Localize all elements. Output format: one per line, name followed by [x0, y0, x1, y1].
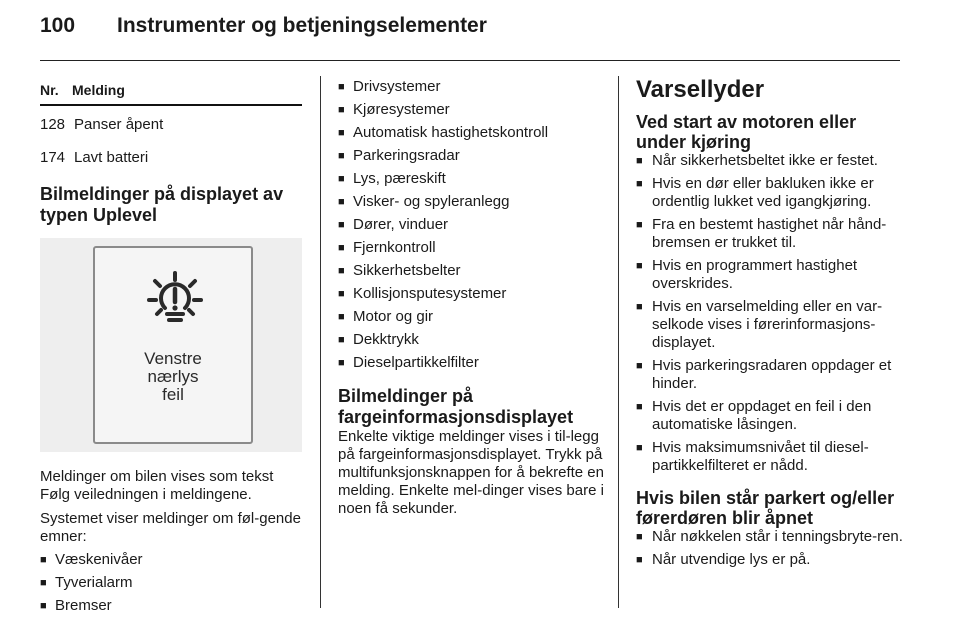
- bullet-list: [338, 78, 608, 372]
- bullet-icon: ■: [636, 360, 643, 372]
- page-number: 100: [40, 14, 76, 37]
- section-heading-uplevel: Bilmeldinger på displayet av typen Uplevel: [40, 184, 284, 225]
- bullet-icon: ■: [636, 260, 643, 272]
- list-item: ■ Dører, vinduer: [338, 216, 449, 233]
- list-item: ■ Hvis maksimumsnivået til diesel-partikkelfilteret er nådd.: [636, 439, 869, 474]
- message-table-header: [40, 76, 302, 106]
- list-item: ■ Lys, pæreskift: [338, 170, 446, 187]
- list-item: ■ Hvis det er oppdaget en feil i den automatiske låsingen.: [636, 398, 872, 433]
- bullet-icon: ■: [636, 554, 643, 566]
- column-divider-1: [320, 76, 321, 608]
- list-item: ■ Når utvendige lys er på.: [636, 551, 811, 568]
- list-item: ■ Kjøresystemer: [338, 101, 450, 118]
- subheading-parked: Hvis bilen står parkert og/eller førerdøren blir åpnet: [636, 488, 895, 528]
- bullet-icon: ■: [338, 127, 345, 139]
- bullet-list: [636, 152, 906, 475]
- bullet-icon: ■: [636, 401, 643, 413]
- list-item: ■ Hvis en programmert hastighet overskrides.: [636, 257, 858, 292]
- display-message: [95, 350, 251, 404]
- list-item: ■ Automatisk hastighetskontroll: [338, 124, 549, 141]
- table-row: [40, 141, 302, 174]
- table-cell-nr: 174: [40, 149, 66, 166]
- page-header: [40, 14, 487, 54]
- display-frame: [93, 246, 253, 444]
- table-header-nr: Nr.: [40, 82, 59, 98]
- list-item: ■ Når nøkkelen står i tenningsbryte-ren.: [636, 528, 903, 545]
- column-divider-2: [618, 76, 619, 608]
- bullet-list: [636, 528, 906, 569]
- list-item: ■ Visker- og spyleranlegg: [338, 193, 510, 210]
- table-cell-nr: 128: [40, 116, 66, 133]
- column-1: [40, 76, 302, 615]
- list-item: ■ Fra en bestemt hastighet når hånd-bremsen er trukket til.: [636, 216, 887, 251]
- header-divider: [40, 60, 900, 61]
- section-title-warning-sounds: Varsellyder: [636, 76, 765, 103]
- bullet-icon: ■: [338, 196, 345, 208]
- table-cell-message: Panser åpent: [74, 116, 164, 133]
- bullet-icon: ■: [338, 311, 345, 323]
- list-item: ■ Væskenivåer: [40, 551, 143, 568]
- list-item: ■ Tyverialarm: [40, 574, 133, 591]
- column-2: [338, 76, 608, 518]
- list-item: ■ Hvis parkeringsradaren oppdager et hinder.: [636, 357, 892, 392]
- bullet-icon: ■: [338, 357, 345, 369]
- chapter-title: Instrumenter og betjeningselementer: [117, 14, 487, 37]
- paragraph: Meldinger om bilen vises som tekst Følg veiledningen i meldingene.: [40, 468, 274, 503]
- bullet-icon: ■: [636, 178, 643, 190]
- display-line: feil: [162, 385, 184, 404]
- bullet-icon: ■: [636, 219, 643, 231]
- table-row: [40, 108, 302, 141]
- bullet-icon: ■: [636, 301, 643, 313]
- bullet-icon: ■: [636, 155, 643, 167]
- bullet-icon: ■: [338, 104, 345, 116]
- list-item: ■ Drivsystemer: [338, 78, 441, 95]
- bullet-icon: ■: [40, 577, 47, 589]
- table-header-message: Melding: [72, 82, 125, 98]
- bullet-icon: ■: [40, 554, 47, 566]
- bullet-icon: ■: [636, 531, 643, 543]
- table-cell-message: Lavt batteri: [74, 149, 149, 166]
- bullet-icon: ■: [338, 288, 345, 300]
- list-item: ■ Motor og gir: [338, 308, 434, 325]
- bullet-icon: ■: [338, 173, 345, 185]
- display-illustration: [40, 238, 302, 452]
- list-item: ■ Dekktrykk: [338, 331, 419, 348]
- list-item: ■ Parkeringsradar: [338, 147, 460, 164]
- list-item: ■ Kollisjonsputesystemer: [338, 285, 507, 302]
- bullet-icon: ■: [636, 442, 643, 454]
- bullet-list: [40, 551, 302, 615]
- column-3: [636, 76, 906, 569]
- display-line: nærlys: [147, 367, 199, 386]
- light-bulb-warning-icon: [145, 270, 205, 330]
- section-heading-color-display: Bilmeldinger på fargeinformasjonsdisplayet: [338, 386, 574, 427]
- paragraph: Enkelte viktige meldinger vises i til-legg på fargeinformasjonsdisplayet. Trykk på multifunksjonsknappen for å bekrefte en melding. Enkelte mel-dinger vises bare i noen få sekunder.: [338, 428, 604, 517]
- list-item: ■ Bremser: [40, 597, 112, 614]
- list-item: ■ Dieselpartikkelfilter: [338, 354, 479, 371]
- bullet-icon: ■: [338, 219, 345, 231]
- display-line: Venstre: [144, 349, 202, 368]
- bullet-icon: ■: [338, 334, 345, 346]
- paragraph: Systemet viser meldinger om føl-gende emner:: [40, 510, 301, 545]
- bullet-icon: ■: [338, 242, 345, 254]
- list-item: ■ Hvis en varselmelding eller en var-selkode vises i førerinformasjons-displayet.: [636, 298, 883, 351]
- list-item: ■ Sikkerhetsbelter: [338, 262, 461, 279]
- bullet-icon: ■: [338, 150, 345, 162]
- bullet-icon: ■: [40, 600, 47, 612]
- bullet-icon: ■: [338, 265, 345, 277]
- subheading-engine-start: Ved start av motoren eller under kjøring: [636, 112, 857, 152]
- bullet-icon: ■: [338, 81, 345, 93]
- list-item: ■ Fjernkontroll: [338, 239, 436, 256]
- list-item: ■ Hvis en dør eller bakluken ikke er ordentlig lukket ved igangkjøring.: [636, 175, 874, 210]
- list-item: ■ Når sikkerhetsbeltet ikke er festet.: [636, 152, 878, 169]
